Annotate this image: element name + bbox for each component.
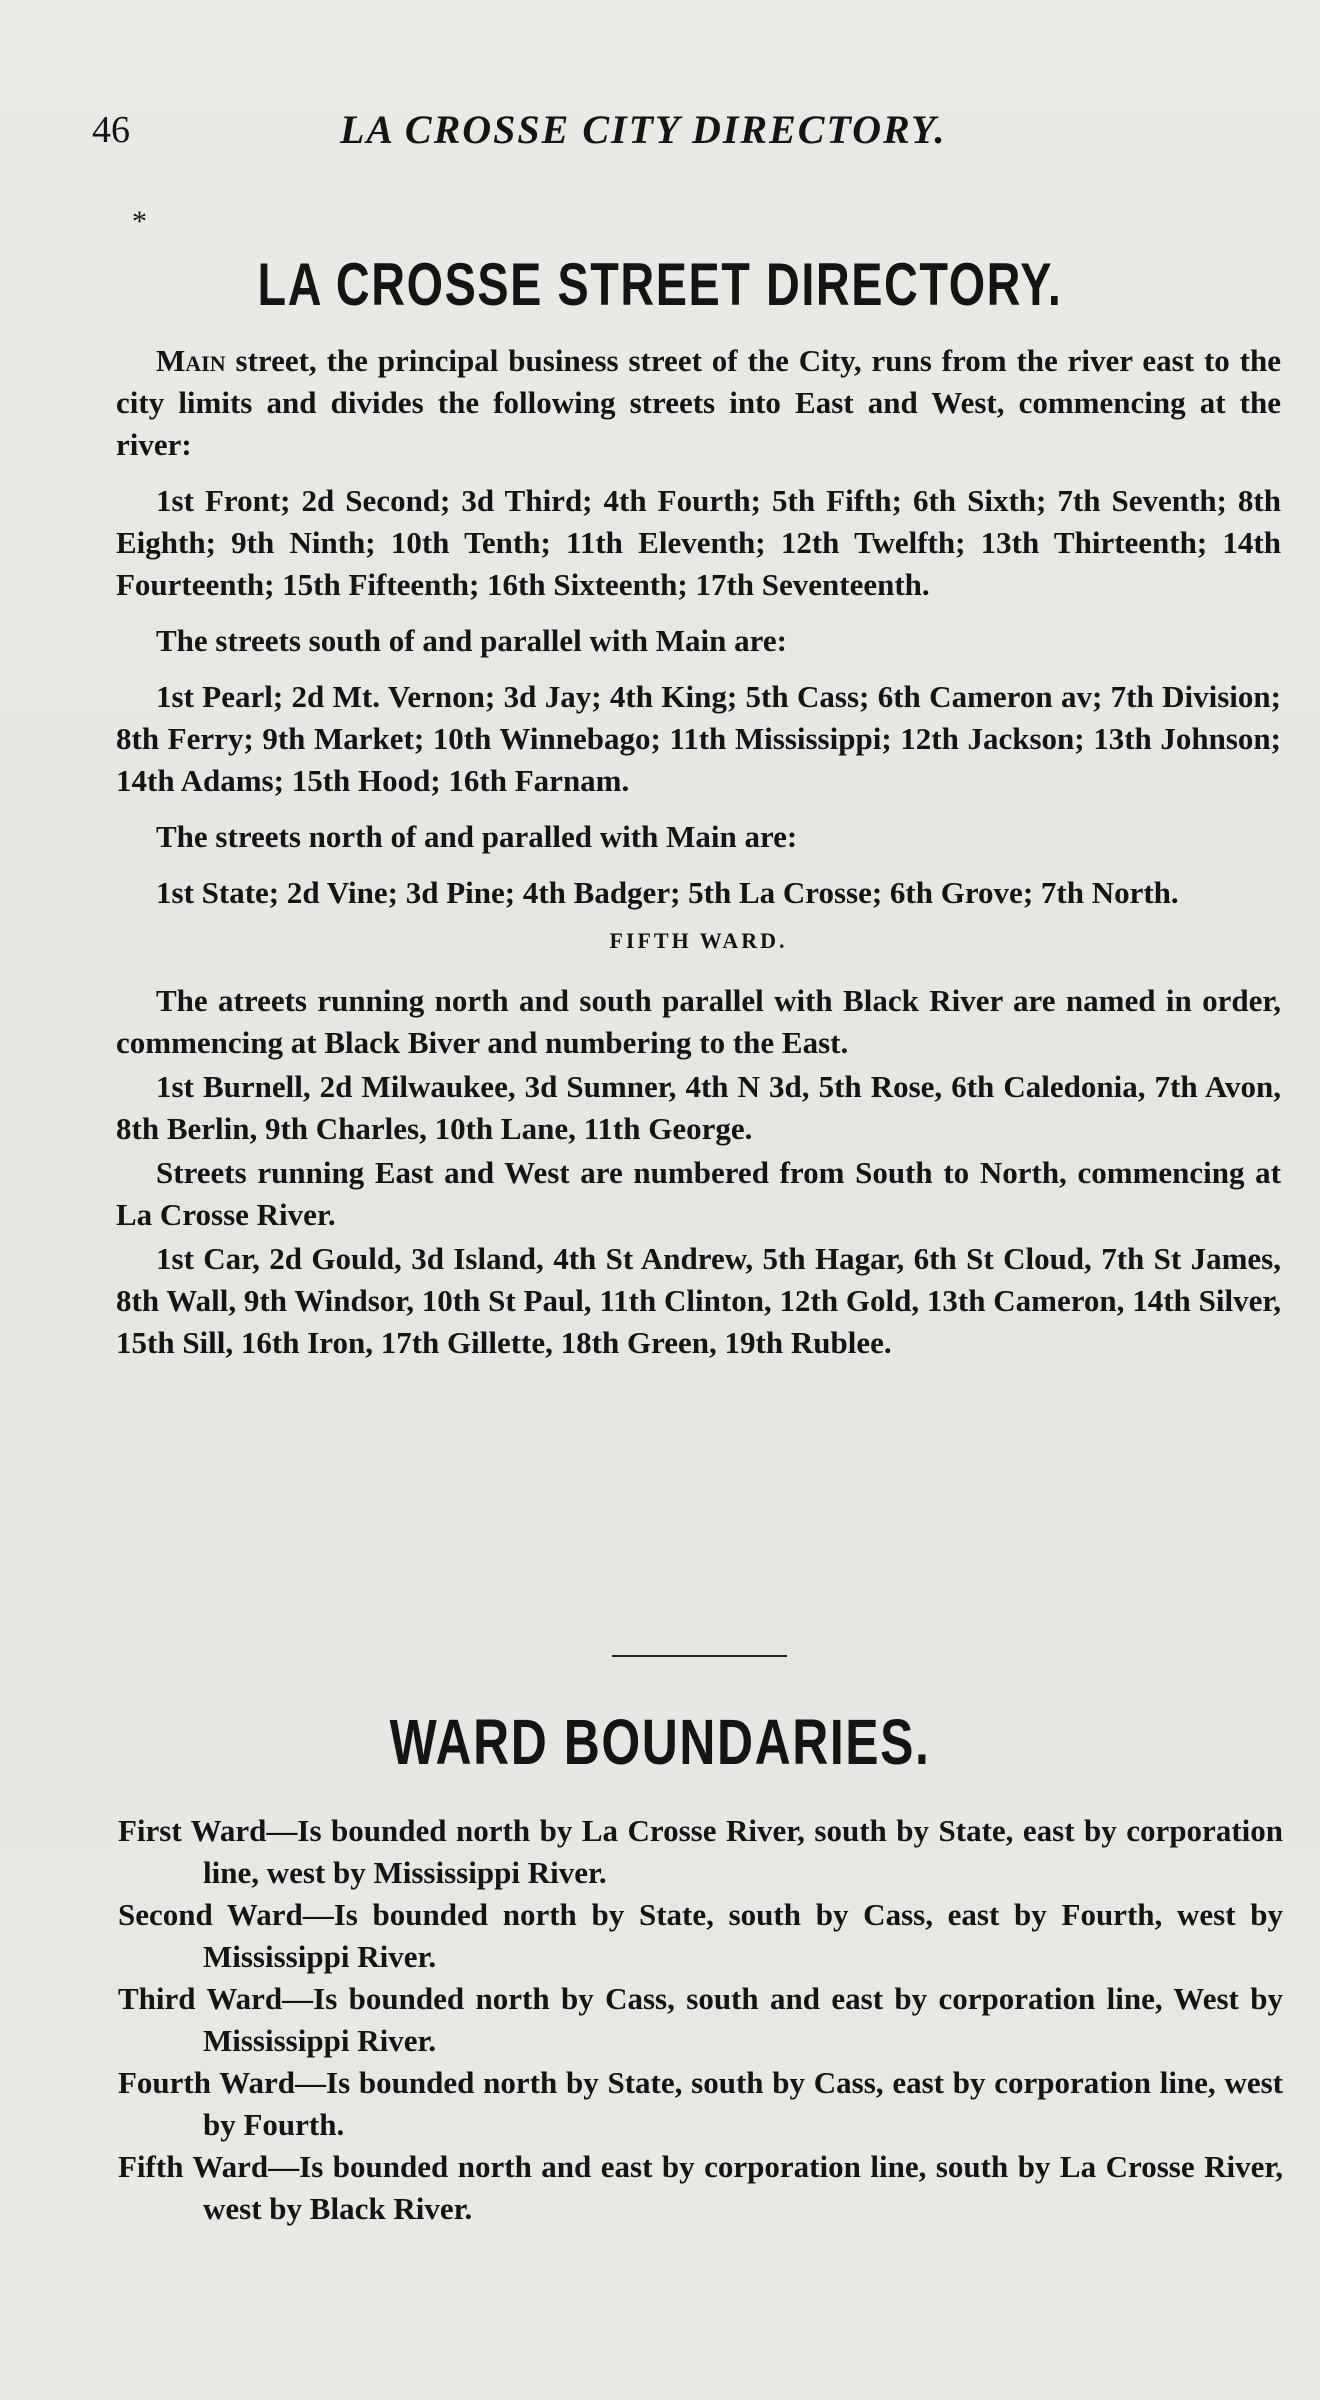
ward-boundaries-title: WARD BOUNDARIES.	[389, 1706, 931, 1778]
street-directory-title: LA CROSSE STREET DIRECTORY.	[257, 251, 1063, 318]
ward-entry-second: Second Ward—Is bounded north by State, south by Cass, east by Fourth, west by Mississippi River.	[118, 1897, 1283, 1974]
intro-text: street, the principal business street of the City, runs from the river east to the city limits and divides the following streets into East and West, commencing at the river:	[116, 343, 1281, 462]
section-divider	[612, 1655, 787, 1657]
ward-boundaries-list	[118, 1810, 1283, 2230]
fifth-ward-north-south-list: 1st Burnell, 2d Milwaukee, 3d Sumner, 4th N 3d, 5th Rose, 6th Caledonia, 7th Avon, 8th Berlin, 9th Charles, 10th Lane, 11th George.	[116, 1069, 1281, 1146]
south-street-list: 1st Pearl; 2d Mt. Vernon; 3d Jay; 4th King; 5th Cass; 6th Cameron av; 7th Division; 8th Ferry; 9th Market; 10th Winnebago; 11th Mississippi; 12th Jackson; 13th Johnson; 14th Adams; 15th Hood; 16th Farnam.	[116, 679, 1281, 798]
fifth-ward-intro: The atreets running north and south parallel with Black River are named in order, commencing at Black Biver and numbering to the East.	[116, 983, 1281, 1060]
ward-entry-first: First Ward—Is bounded north by La Crosse River, south by State, east by corporation line, west by Mississippi River.	[118, 1813, 1283, 1890]
east-west-street-list: 1st Front; 2d Second; 3d Third; 4th Fourth; 5th Fifth; 6th Sixth; 7th Seventh; 8th Eighth; 9th Ninth; 10th Tenth; 11th Eleventh; 12th Twelfth; 13th Thirteenth; 14th Fourteenth; 15th Fifteenth; 16th Sixteenth; 17th Seventeenth.	[116, 483, 1281, 602]
ornament-mark: *	[132, 205, 147, 238]
fifth-ward-heading: FIFTH WARD.	[609, 928, 788, 953]
ward-entry-third: Third Ward—Is bounded north by Cass, south and east by corporation line, West by Mississippi River.	[118, 1981, 1283, 2058]
intro-lead-word: Main	[156, 343, 226, 378]
south-streets-heading: The streets south of and parallel with Main are:	[156, 623, 787, 658]
fifth-ward-east-west-list: 1st Car, 2d Gould, 3d Island, 4th St Andrew, 5th Hagar, 6th St Cloud, 7th St James, 8th Wall, 9th Windsor, 10th St Paul, 11th Clinton, 12th Gold, 13th Cameron, 14th Silver, 15th Sill, 16th Iron, 17th Gillette, 18th Green, 19th Rublee.	[116, 1241, 1281, 1360]
ward-entry-fourth: Fourth Ward—Is bounded north by State, south by Cass, east by corporation line, west by Fourth.	[118, 2065, 1283, 2142]
street-directory-body	[116, 340, 1281, 1366]
ward-entry-fifth: Fifth Ward—Is bounded north and east by corporation line, south by La Crosse River, west by Black River.	[118, 2149, 1283, 2226]
north-street-list: 1st State; 2d Vine; 3d Pine; 4th Badger; 5th La Crosse; 6th Grove; 7th North.	[156, 875, 1179, 910]
running-title: LA CROSSE CITY DIRECTORY.	[340, 107, 947, 152]
page-number: 46	[92, 109, 130, 151]
north-streets-heading: The streets north of and paralled with Main are:	[156, 819, 798, 854]
intro-paragraph	[116, 340, 1281, 466]
fifth-ward-east-west-intro: Streets running East and West are numbered from South to North, commencing at La Crosse River.	[116, 1155, 1281, 1232]
